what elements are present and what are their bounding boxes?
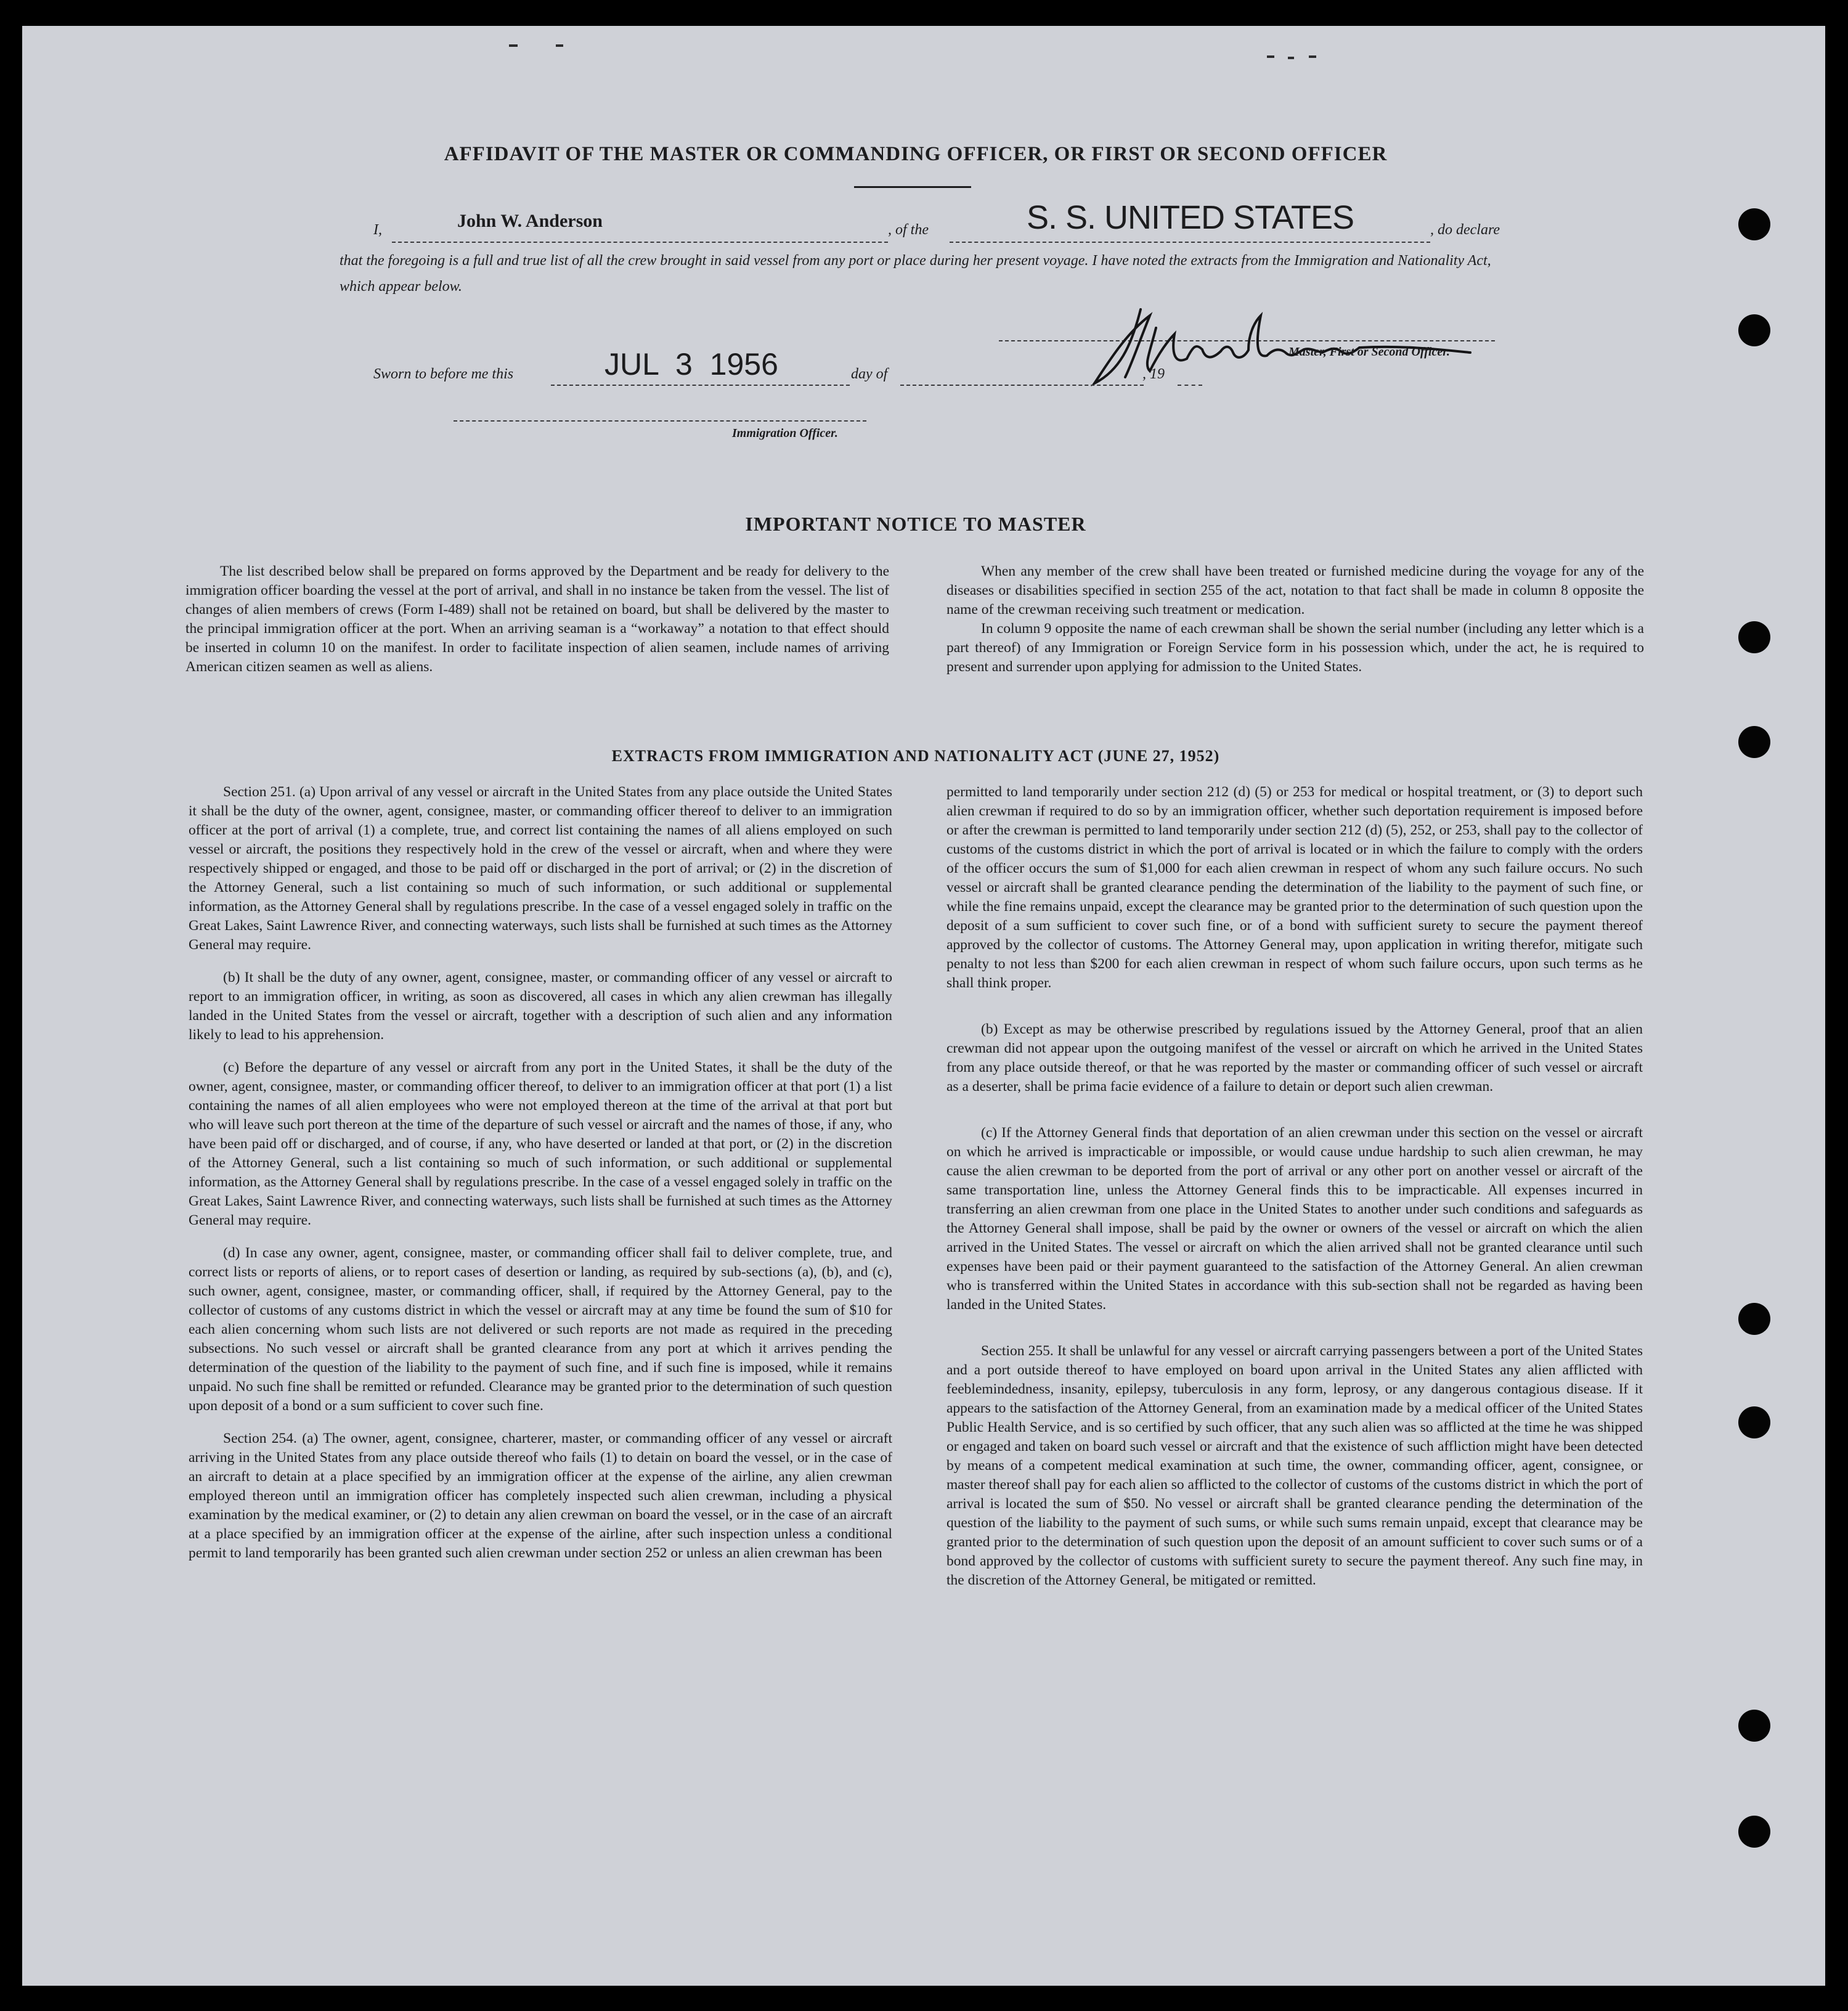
- scan-mark: [509, 44, 518, 47]
- month-line: [900, 385, 1144, 386]
- act-paragraph: Section 254. (a) The owner, agent, consignee, charterer, master, or commanding officer of any vessel or aircraft arriving in the United States from any place outside thereof who fails (1) to detain on board the vessel, or in the case of an aircraft to detain at a place specified by an immigration officer at the expense of the airline, any alien crewman employed thereon until an immigration officer has completely inspected such alien crewman, including a physical examination by the medical examiner, or (2) to detain any alien crewman on board the vessel, or in the case of an aircraft at a place specified by an immigration officer at the expense of the airline, after such inspection unless a conditional permit to land temporarily has been granted such alien crewman under section 252 or unless an alien crewman has been: [189, 1430, 892, 1561]
- signature-caption: Master, First or Second Officer.: [1288, 345, 1450, 359]
- notice-paragraph: In column 9 opposite the name of each crewman shall be shown the serial number (including any letter which is a part thereof) of any Immigration or Foreign Service form in his possession which, under the act, he is required to present and surrender upon applying for admission to the United States.: [946, 621, 1644, 675]
- notice-paragraph: When any member of the crew shall have been treated or furnished medicine during the voyage for any of the diseases or disabilities specified in section 255 of the act, notation to that fact shall be made in column 8 opposite the name of the crewman receiving such treatment or medication.: [946, 563, 1644, 618]
- act-paragraph: (b) Except as may be otherwise prescribed by regulations issued by the Attorney General, proof that an alien crewman did not appear upon the outgoing manifest of the vessel or aircraft on which he arrived in the United States from any place outside thereof, or that he was reported by the master or commanding officer of such vessel or aircraft as a deserter, shall be prima facie evidence of a failure to detain or deport such alien crewman.: [946, 1021, 1643, 1095]
- extracts-left-column: [189, 783, 892, 1563]
- vessel-name: S. S. UNITED STATES: [1027, 199, 1354, 236]
- act-paragraph: (d) In case any owner, agent, consignee, master, or commanding officer shall fail to deliver complete, true, and correct lists or reports of aliens, or to report cases of desertion or landing, as required by sub-sections (a), (b), and (c), such owner, agent, consignee, master, or commanding officer, shall, if required by the Attorney General, pay to the collector of customs of any customs district in which the vessel or aircraft may at any time be found the sum of $10 for each alien concerning whom such lists are not delivered or such reports are not made as required in the preceding subsections. No such vessel or aircraft shall be granted clearance from any port at which it arrives pending the determination of the question of the liability to the payment of such fine, and if such fine is imposed, while it remains unpaid. No such fine shall be remitted or refunded. Clearance may be granted prior to the determination of such question upon deposit of a bond or a sum sufficient to cover such fine.: [189, 1245, 892, 1414]
- punch-hole: [1738, 1710, 1770, 1742]
- notice-right-column: [946, 562, 1644, 677]
- vessel-line: [950, 242, 1430, 243]
- do-declare-label: , do declare: [1430, 222, 1500, 238]
- punch-hole: [1738, 1406, 1770, 1438]
- extracts-title: EXTRACTS FROM IMMIGRATION AND NATIONALITY ACT (JUNE 27, 1952): [611, 747, 1220, 765]
- affidavit-title: AFFIDAVIT OF THE MASTER OR COMMANDING OFFICER, OR FIRST OR SECOND OFFICER: [444, 143, 1388, 165]
- punch-hole: [1738, 726, 1770, 758]
- punch-hole: [1738, 208, 1770, 240]
- act-paragraph: Section 255. It shall be unlawful for any vessel or aircraft carrying passengers between a port of the United States and a port outside thereof to have employed on board upon arrival in the United States any alien afflicted with feeblemindedness, insanity, epilepsy, tuberculosis in any form, leprosy, or any dangerous contagious disease. If it appears to the satisfaction of the Attorney General, from an examination made by a medical officer of the United States Public Health Service, and is so certified by such officer, that any such alien was so afflicted at the time he was shipped or engaged and taken on board such vessel or aircraft and that the existence of such affliction might have been detected by means of a competent medical examination at such time, the owner, commanding officer, agent, consignee, or master thereof shall pay for each alien so afflicted to the collector of customs of the customs district in which the port of arrival is located the sum of $50. No vessel or aircraft shall be granted clearance pending the determination of the question of the liability to the payment of such sums, or while such sums remain unpaid, except that clearance may be granted prior to the determination of such question upon the deposit of an amount sufficient to cover such sums or of a bond approved by the collector of customs with sufficient surety to secure the payment thereof. Any such fine may, in the discretion of the Attorney General, be mitigated or remitted.: [946, 1343, 1643, 1588]
- scan-mark: [1288, 57, 1294, 59]
- punch-hole: [1738, 621, 1770, 653]
- act-paragraph: (c) If the Attorney General finds that deportation of an alien crewman under this section on the vessel or aircraft on which he arrived is impracticable or impossible, or would cause undue hardship to such alien crewman, he may cause the alien crewman to be deported from the port of arrival or any other port on another vessel or aircraft of the same transportation line, unless the Attorney General finds this to be impracticable. All expenses incurred in transferring an alien crewman from one place in the United States to another under such conditions and safeguards as the Attorney General shall impose, shall be paid by the owner or owners of the vessel or aircraft on which the alien arrived in the United States. The vessel or aircraft on which the alien arrived shall not be granted clearance until such expenses have been paid or their payment guaranteed to the satisfaction of the Attorney General. An alien crewman who is transferred within the United States in accordance with this sub-section shall not be regarded as having been landed in the United States.: [946, 1125, 1643, 1313]
- master-name: John W. Anderson: [457, 211, 603, 231]
- punch-hole: [1738, 1303, 1770, 1335]
- sworn-label: Sworn to before me this: [373, 366, 514, 382]
- title-rule: [854, 186, 971, 188]
- declaration-text: that the foregoing is a full and true list of all the crew brought in said vessel from any port or place during her present voyage. I have noted the extracts from the Immigration and Nationality Act, which appear below.: [340, 253, 1491, 295]
- punch-hole: [1738, 1816, 1770, 1848]
- notice-left-column: [185, 562, 889, 677]
- act-paragraph: (b) It shall be the duty of any owner, agent, consignee, master, or commanding officer of any vessel or aircraft to report to an immigration officer, in writing, as soon as discovered, all cases in which any alien crewman has illegally landed in the United States from the vessel or aircraft, together with a description of such alien and any information likely to lead to his apprehension.: [189, 969, 892, 1043]
- year-label: , 19: [1142, 366, 1165, 382]
- extracts-right-column: [946, 783, 1643, 1590]
- notice-paragraph: The list described below shall be prepared on forms approved by the Department and be ready for delivery to the immigration officer boarding the vessel at the port of arrival, and shall in no instance be taken from the vessel. The list of changes of alien members of crews (Form I-489) shall not be retained on board, but shall be delivered by the master to the principal immigration officer at the port. When an arriving seaman is a “workaway” a notation to that effect should be inserted in column 10 on the manifest. In order to facilitate inspection of alien seamen, include names of arriving American citizen seamen as well as aliens.: [185, 563, 889, 675]
- notice-title: IMPORTANT NOTICE TO MASTER: [745, 513, 1086, 535]
- year-line: [1178, 385, 1202, 386]
- act-paragraph: (c) Before the departure of any vessel or aircraft from any port in the United States, it shall be the duty of the owner, agent, consignee, master, or commanding officer thereof, to deliver to an immigration officer at that port (1) a list containing the names of all alien employees who were not employed thereon at the time of the arrival at that port but who will leave such port thereon at the time of the departure of such vessel or aircraft and the names of those, if any, who have been paid off or discharged, and of course, if any, who have deserted or landed at that port, or (2) in the discretion of the Attorney General, such a list containing so much of such information, or such additional or supplemental information, as the Attorney General shall by regulations prescribe. In the case of a vessel engaged solely in traffic on the Great Lakes, Saint Lawrence River, and connecting waterways, such lists shall be furnished at such times as the Attorney General may require.: [189, 1059, 892, 1228]
- document-page: [22, 26, 1825, 1986]
- scan-mark: [556, 44, 563, 47]
- of-the-label: , of the: [888, 222, 929, 238]
- officer-caption: Immigration Officer.: [732, 426, 838, 440]
- act-paragraph: permitted to land temporarily under section 212 (d) (5) or 253 for medical or hospital treatment, or (3) to deport such alien crewman if required to do so by an immigration officer, whether such deportation requirement is imposed before or after the crewman is permitted to land temporarily under section 212 (d) (5), 252, or 253, shall pay to the collector of customs of the customs district in which the port of arrival is located or in which the failure to comply with the orders of the officer occurs the sum of $1,000 for each alien crewman in respect of whom any such failure occurs. No such vessel or aircraft shall be granted clearance pending the determination of the liability to the payment of such fine, or while the fine remains unpaid, except the clearance may be granted prior to the determination of such question upon the deposit of a sum sufficient to cover such fine, or of a bond with sufficient surety to secure the payment thereof approved by the collector of customs. The Attorney General may, upon application in writing therefor, mitigate such penalty to not less than $200 for each alien crewman in respect of whom such failure occurs, upon such terms as he shall think proper.: [946, 784, 1643, 991]
- scan-mark: [1267, 55, 1274, 58]
- punch-hole: [1738, 314, 1770, 346]
- sworn-date-line: [551, 385, 850, 386]
- i-label: I,: [373, 222, 382, 238]
- scan-mark: [1309, 55, 1316, 58]
- officer-line: [454, 420, 866, 422]
- name-line: [392, 242, 888, 243]
- sworn-date-stamp: JUL 3 1956: [604, 347, 778, 381]
- day-of-label: day of: [851, 366, 888, 382]
- act-paragraph: Section 251. (a) Upon arrival of any vessel or aircraft in the United States from any place outside the United States it shall be the duty of the owner, agent, consignee, master, or commanding officer thereof to deliver to an immigration officer at the port of arrival (1) a complete, true, and correct list containing the names of all aliens employed on such vessel or aircraft, the positions they respectively hold in the crew of the vessel or aircraft, when and where they were respectively shipped or engaged, and those to be paid off or discharged in the port of arrival; or (2) in the discretion of the Attorney General, such a list containing so much of such information, or such additional or supplemental information, as the Attorney General shall by regulations prescribe. In the case of a vessel engaged solely in traffic on the Great Lakes, Saint Lawrence River, and connecting waterways, such lists shall be furnished at such times as the Attorney General may require.: [189, 784, 892, 953]
